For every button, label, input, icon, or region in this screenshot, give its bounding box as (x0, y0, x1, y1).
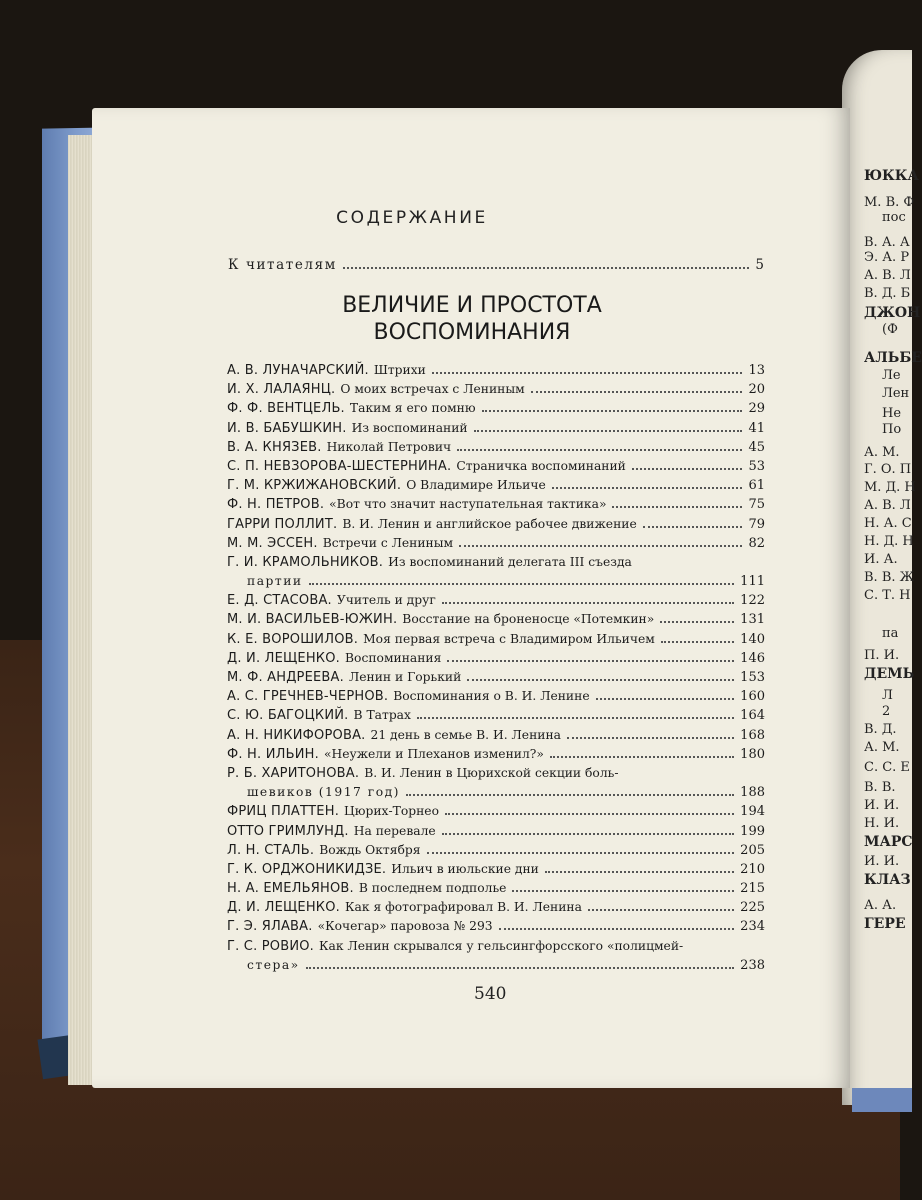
entry-page-number: 153 (740, 670, 765, 685)
toc-entry (227, 708, 765, 727)
entry-page-number: 194 (740, 804, 765, 820)
entry-author: А. В. ЛУНАЧАРСКИЙ. (227, 363, 369, 378)
entry-page-number: 215 (740, 881, 765, 897)
facing-page-fragment: И. И. (864, 798, 900, 813)
entry-author: И. Х. ЛАЛАЯНЦ. (227, 382, 336, 398)
leader-dots (343, 267, 750, 269)
entry-author: М. И. ВАСИЛЬЕВ-ЮЖИН. (227, 612, 398, 628)
entry-author: К. Е. ВОРОШИЛОВ. (227, 631, 359, 647)
facing-page-fragment: Н. Д. Н (864, 534, 914, 549)
entry-page-number: 41 (748, 420, 765, 436)
intro-label: К читателям (228, 257, 337, 273)
leader-dots (467, 679, 734, 681)
leader-dots (445, 813, 734, 815)
leader-dots (550, 756, 734, 758)
entry-author: С. Ю. БАГОЦКИЙ. (227, 708, 349, 724)
facing-page (842, 50, 922, 1105)
entry-author: А. С. ГРЕЧНЕВ-ЧЕРНОВ. (227, 689, 389, 705)
entry-page-number: 111 (740, 574, 765, 590)
toc-entry (227, 958, 765, 977)
toc-entry (227, 517, 765, 536)
entry-page-number: 146 (740, 650, 765, 666)
entry-title: Воспоминания (345, 650, 442, 665)
facing-page-fragment: ДЕМЬ (864, 666, 915, 682)
toc-entry (227, 593, 765, 612)
toc-entry (227, 440, 765, 459)
facing-page-fragment: А. В. Л (864, 268, 911, 283)
entry-author: Е. Д. СТАСОВА. (227, 593, 332, 609)
entry-author: М. М. ЭССЕН. (227, 535, 318, 551)
toc-entry (227, 612, 765, 631)
leader-dots (596, 698, 735, 700)
facing-page-fragment: В. Д. (864, 722, 897, 737)
entry-author: Ф. Ф. ВЕНТЦЕЛЬ. (227, 401, 345, 417)
facing-page-fragment: По (882, 422, 902, 437)
toc-entry (227, 536, 765, 555)
entry-title: Ленин и Горький (348, 670, 462, 684)
leader-dots (474, 430, 743, 432)
entry-author: Ф. Н. ИЛЬИН. (227, 746, 319, 762)
entry-page-number: 160 (740, 689, 765, 705)
entry-author: Г. С. РОВИО. (227, 938, 315, 954)
entry-title: На перевале (353, 823, 436, 838)
entry-author: ОТТО ГРИМЛУНД. (227, 823, 349, 839)
toc-entry (227, 785, 765, 804)
toc-entry (227, 900, 765, 919)
entry-title: «Кочегар» паровоза № 293 (317, 919, 493, 934)
toc-entry (227, 497, 765, 516)
entry-author: ГАРРИ ПОЛЛИТ. (227, 516, 338, 532)
leader-dots (588, 909, 734, 911)
leader-dots (552, 487, 743, 489)
entry-title: Ильич в июльские дни (391, 861, 539, 876)
leader-dots (442, 833, 734, 835)
leader-dots (531, 391, 743, 393)
facing-page-fragment: В. В. (864, 780, 896, 795)
facing-page-fragment: А. М. (864, 445, 900, 460)
entry-title: Вождь Октября (319, 842, 421, 857)
facing-page-fragment: МАРС (864, 834, 913, 850)
entry-page-number: 164 (740, 708, 765, 724)
entry-page-number: 61 (748, 478, 765, 494)
entry-title: В. И. Ленин в Цюрихской секции боль- (364, 765, 619, 780)
entry-author: Д. И. ЛЕЩЕНКО. (227, 650, 341, 666)
toc-entry (227, 421, 765, 440)
leader-dots (442, 602, 734, 604)
facing-page-fragment: А. А. (864, 898, 897, 913)
leader-dots (459, 545, 742, 547)
entry-author: Ф. Н. ПЕТРОВ. (227, 497, 325, 513)
toc-entry (227, 382, 765, 401)
facing-page-fragment: С. С. Е (864, 760, 910, 775)
facing-page-fragment: В. А. А (864, 235, 910, 250)
entry-author: В. А. КНЯЗЕВ. (227, 439, 322, 455)
entry-author: А. Н. НИКИФОРОВА. (227, 727, 366, 743)
entry-title: «Вот что значит наступательная тактика» (329, 497, 607, 512)
intro-page-number: 5 (755, 257, 764, 273)
facing-page-fragment: А. М. (864, 740, 900, 755)
entry-title: 21 день в семье В. И. Ленина (370, 727, 561, 742)
leader-dots (660, 621, 734, 623)
toc-entry (227, 363, 765, 382)
entry-title: «Неужели и Плеханов изменил?» (323, 746, 544, 761)
entry-author: И. В. БАБУШКИН. (227, 420, 347, 436)
entry-title: О моих встречах с Лениным (340, 382, 525, 397)
facing-page-fragment: И. И. (864, 854, 900, 869)
leader-dots (417, 717, 734, 719)
section-title (272, 292, 672, 346)
leader-dots (309, 583, 735, 585)
entry-title: Как я фотографировал В. И. Ленина (345, 900, 582, 915)
facing-page-fragment: М. В. Ф (864, 195, 915, 210)
entry-author: Г. М. КРЖИЖАНОВСКИЙ. (227, 478, 402, 494)
entry-title: Восстание на броненосце «Потемкин» (402, 612, 655, 627)
facing-page-fragment: ГЕРЕ (864, 916, 906, 932)
toc-entry (227, 459, 765, 478)
entry-page-number: 234 (740, 919, 765, 935)
entry-title: Страничка воспоминаний (456, 458, 626, 473)
entry-page-number: 29 (748, 401, 765, 417)
facing-page-fragment: А. В. Л (864, 498, 911, 513)
entry-page-number: 122 (740, 593, 765, 609)
leader-dots (643, 526, 743, 528)
toc-entry (227, 574, 765, 593)
facing-page-fragment: па (882, 626, 899, 641)
entry-author: Р. Б. ХАРИТОНОВА. (227, 765, 360, 781)
entry-author: Л. Н. СТАЛЬ. (227, 842, 315, 858)
leader-dots (306, 967, 734, 969)
entry-page-number: 82 (748, 535, 765, 551)
entry-page-number: 20 (748, 382, 765, 398)
entry-page-number: 180 (740, 746, 765, 762)
facing-page-fragment: Не (882, 406, 902, 421)
entry-page-number: 199 (740, 823, 765, 839)
leader-dots (545, 871, 734, 873)
entry-title: Николай Петрович (326, 439, 452, 454)
facing-page-edge (852, 1088, 912, 1112)
toc-list (227, 363, 765, 977)
toc-entry (227, 804, 765, 823)
entry-title: Как Ленин скрывался у гельсингфорсского «полицмей- (319, 938, 684, 953)
toc-entry (227, 689, 765, 708)
entry-page-number: 13 (748, 363, 765, 378)
section-title-line-1: ВЕЛИЧИЕ И ПРОСТОТА (342, 293, 602, 318)
entry-page-number: 131 (740, 612, 765, 628)
facing-page-fragment: Н. А. С (864, 516, 912, 531)
entry-page-number: 210 (740, 861, 765, 877)
toc-entry (227, 766, 765, 785)
toc-entry (227, 401, 765, 420)
toc-entry (227, 862, 765, 881)
entry-author: М. Ф. АНДРЕЕВА. (227, 670, 344, 685)
facing-page-fragment: пос (882, 210, 906, 225)
entry-title: Моя первая встреча с Владимиром Ильичем (363, 631, 655, 646)
toc-entry (227, 478, 765, 497)
entry-title: Учитель и друг (336, 593, 436, 608)
leader-dots (457, 449, 742, 451)
toc-entry (227, 728, 765, 747)
toc-entry (227, 651, 765, 670)
entry-title: Из воспоминаний (351, 420, 468, 435)
facing-page-fragment: Ле (882, 368, 901, 383)
leader-dots (661, 641, 734, 643)
entry-page-number: 79 (748, 516, 765, 532)
entry-title-continued: шевиков (1917 год) (247, 785, 400, 800)
page-number: 540 (474, 984, 507, 1004)
toc-entry (227, 881, 765, 900)
facing-page-fragment: Л (882, 688, 893, 703)
entry-author: ФРИЦ ПЛАТТЕН. (227, 804, 340, 820)
toc-intro-row (228, 257, 764, 277)
entry-page-number: 75 (748, 497, 765, 513)
facing-page-fragment: И. А. (864, 552, 898, 567)
facing-page-fragment: М. Д. Н (864, 480, 916, 495)
toc-entry (227, 670, 765, 689)
entry-author: С. П. НЕВЗОРОВА-ШЕСТЕРНИНА. (227, 458, 452, 474)
facing-page-fragment: В. Д. Б (864, 286, 911, 301)
facing-page-fragment: Лен (882, 386, 910, 401)
facing-page-fragment: 2 (882, 704, 891, 719)
entry-author: Г. К. ОРДЖОНИКИДЗЕ. (227, 861, 387, 877)
leader-dots (612, 506, 742, 508)
facing-page-fragment: С. Т. Н (864, 588, 911, 603)
section-title-line-2: ВОСПОМИНАНИЯ (373, 320, 571, 345)
entry-title: Штрихи (373, 363, 426, 377)
leader-dots (406, 794, 734, 796)
leader-dots (512, 890, 734, 892)
entry-author: Г. Э. ЯЛАВА. (227, 919, 313, 935)
toc-entry (227, 919, 765, 938)
facing-page-fragment: Н. И. (864, 816, 900, 831)
entry-author: Д. И. ЛЕЩЕНКО. (227, 900, 341, 916)
entry-author: Г. И. КРАМОЛЬНИКОВ. (227, 554, 384, 570)
facing-page-fragment: В. В. Ж (864, 570, 915, 585)
entry-title: В. И. Ленин и английское рабочее движение (342, 516, 637, 531)
entry-title: Цюрих-Торнео (344, 804, 439, 819)
facing-page-fragment: П. И. (864, 648, 900, 663)
entry-title-continued: стера» (247, 957, 300, 972)
entry-title: Таким я его помню (349, 401, 476, 416)
toc-entry (227, 555, 765, 574)
entry-page-number: 238 (740, 957, 765, 973)
leader-dots (499, 928, 735, 930)
entry-title: Встречи с Лениным (322, 535, 454, 550)
toc-entry (227, 747, 765, 766)
facing-page-fragment: Г. О. П (864, 462, 912, 477)
entry-title: В последнем подполье (358, 881, 507, 896)
toc-heading: СОДЕРЖАНИЕ (336, 208, 488, 228)
toc-entry (227, 632, 765, 651)
facing-page-fragment: (Ф (882, 322, 898, 337)
facing-page-fragment: ЮККА (864, 168, 919, 184)
entry-page-number: 168 (740, 727, 765, 743)
leader-dots (447, 660, 734, 662)
entry-title: В Татрах (353, 708, 411, 723)
facing-page-fragment: ДЖОН (864, 305, 921, 321)
entry-title: Из воспоминаний делегата III съезда (388, 554, 632, 569)
toc-entry (227, 843, 765, 862)
leader-dots (567, 737, 734, 739)
entry-title: О Владимире Ильиче (406, 478, 546, 493)
entry-title: Воспоминания о В. И. Ленине (393, 689, 590, 704)
entry-page-number: 205 (740, 842, 765, 858)
facing-page-fragment: Э. А. Р (864, 250, 910, 265)
entry-page-number: 45 (748, 439, 765, 455)
entry-page-number: 140 (740, 631, 765, 647)
leader-dots (632, 468, 743, 470)
toc-entry (227, 824, 765, 843)
entry-author: Н. А. ЕМЕЛЬЯНОВ. (227, 881, 354, 897)
leader-dots (427, 852, 735, 854)
leader-dots (432, 372, 743, 374)
entry-page-number: 53 (748, 458, 765, 474)
leader-dots (482, 410, 743, 412)
toc-entry (227, 939, 765, 958)
facing-page-fragment: АЛЬБЕ (864, 350, 922, 366)
facing-page-fragment: КЛАЗ (864, 872, 911, 888)
entry-page-number: 188 (740, 785, 765, 801)
entry-page-number: 225 (740, 900, 765, 916)
entry-title-continued: партии (247, 574, 303, 589)
